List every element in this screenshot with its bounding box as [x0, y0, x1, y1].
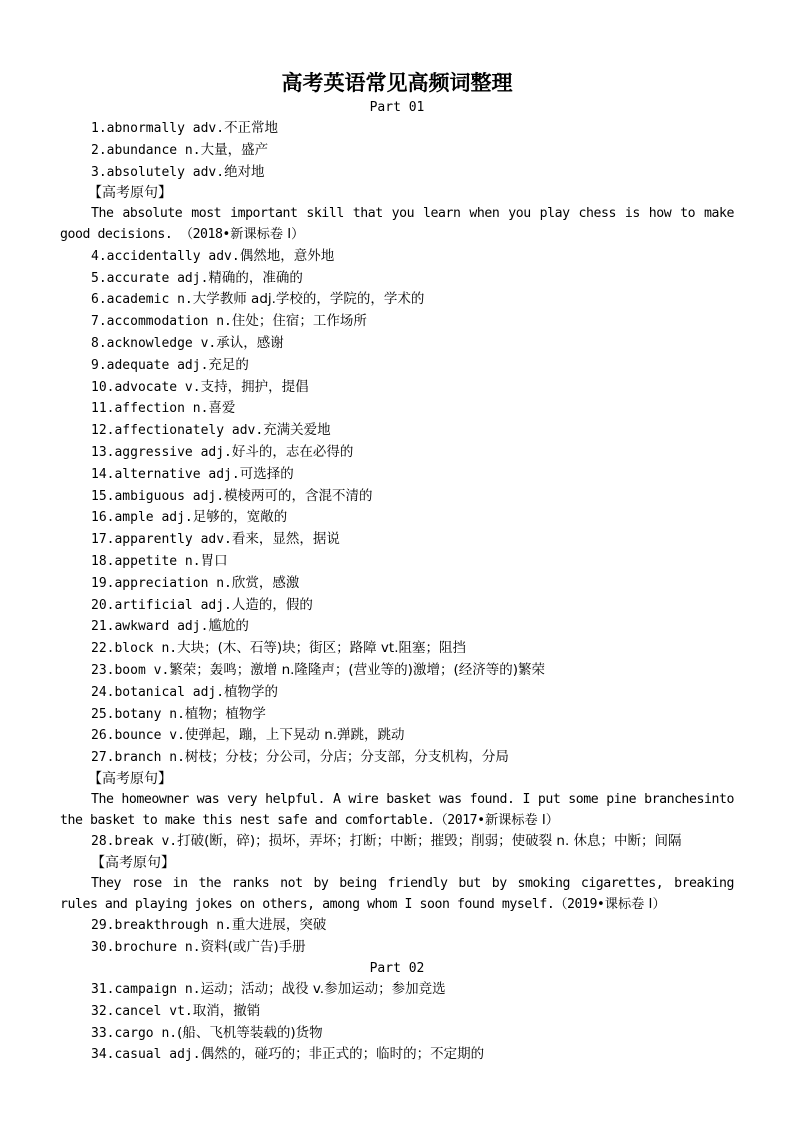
vocab-entry [60, 704, 734, 726]
entry-definition: 充满关爱地 [263, 422, 331, 439]
entry-head: 31.campaign n. [91, 982, 201, 998]
entry-head: 11.affection n. [91, 401, 209, 417]
entry-definition: 运动；活动；战役 v.参加运动；参加竞选 [200, 981, 446, 998]
vocab-entry [60, 377, 734, 399]
entry-head: 3.absolutely adv. [91, 164, 225, 180]
entry-definition: 重大进展，突破 [231, 917, 327, 934]
entry-head: 16.ample adj. [91, 510, 193, 526]
entry-head: 24.botanical adj. [91, 684, 225, 700]
vocab-entry [60, 638, 734, 660]
entry-head: 23.boom v. [91, 662, 170, 678]
entry-head: 18.appetite n. [91, 553, 201, 569]
vocab-entry [60, 246, 734, 268]
entry-definition: 偶然地，意外地 [239, 247, 335, 264]
entry-definition: 可选择的 [239, 465, 294, 482]
entry-definition: 大块；(木、石等)块；街区；路障 vt.阻塞；阻挡 [177, 640, 466, 657]
entry-definition: 树枝；分枝；分公司，分店；分支部，分支机构，分局 [184, 749, 509, 766]
entry-list-b [60, 246, 734, 769]
entry-definition: 尴尬的 [208, 618, 249, 635]
entry-head: 25.botany n. [91, 706, 185, 722]
entry-list-d [60, 979, 734, 1066]
vocab-entry [60, 660, 734, 682]
exam-quote-tag: 【高考原句】 [88, 185, 172, 202]
vocab-entry [60, 333, 734, 355]
entry-definition: 精确的，准确的 [208, 269, 303, 286]
vocab-entry [60, 1001, 734, 1023]
entry-head: 2.abundance n. [91, 142, 201, 158]
part-heading-1: Part 01 [369, 100, 425, 115]
entry-definition: 住处；住宿；工作场所 [231, 313, 367, 330]
vocab-entry [60, 311, 734, 333]
entry-head: 14.alternative adj. [91, 466, 240, 482]
vocab-entry [60, 162, 734, 184]
entry-head: 27.branch n. [91, 750, 185, 766]
vocab-entry [60, 1044, 734, 1066]
vocab-entry [60, 140, 734, 162]
entry-head: 22.block n. [91, 641, 178, 657]
vocab-entry [60, 442, 734, 464]
entry-head: 12.affectionately adv. [91, 423, 264, 439]
vocab-entry [60, 831, 734, 853]
entry-head: 17.apparently adv. [91, 532, 232, 548]
entry-definition: (船、飞机等装载的)货物 [177, 1024, 323, 1041]
vocab-entry [60, 486, 734, 508]
entry-head: 4.accidentally adv. [91, 248, 240, 264]
entry-definition: 承认，感谢 [216, 334, 284, 351]
entry-head: 26.bounce v. [91, 728, 185, 744]
vocab-entry [60, 573, 734, 595]
entry-definition: 欣赏，感激 [231, 574, 300, 591]
entry-definition: 支持，拥护，提倡 [200, 378, 309, 395]
part-heading-2: Part 02 [369, 961, 425, 977]
quote-text: The homeowner was very helpful. A wire basket was found. I put some pine branchesinto the basket to make this nest safe and comfortable.（2017 [60, 791, 734, 828]
entry-definition: 偶然的，碰巧的；非正式的；临时的；不定期的 [200, 1046, 485, 1063]
quote-text: The absolute most important skill that you learn when you play chess is how to make good decisions. （2018 [60, 206, 734, 242]
entry-head: 1.abnormally adv. [91, 121, 225, 136]
entry-definition: 好斗的，志在必得的 [231, 443, 354, 460]
vocab-entry [60, 420, 734, 442]
entry-definition: 人造的，假的 [231, 596, 313, 613]
vocab-entry [60, 118, 734, 140]
quote-source: •新课标卷 I） [222, 226, 305, 242]
entry-definition: 大量，盛产 [200, 141, 269, 158]
entry-head: 10.advocate v. [91, 379, 201, 395]
vocab-entry [60, 937, 734, 959]
vocab-entry [60, 268, 734, 290]
entry-head: 32.cancel vt. [91, 1003, 193, 1019]
vocab-entry [60, 289, 734, 311]
entry-definition: 喜爱 [208, 400, 236, 417]
entry-definition: 植物学的 [224, 683, 279, 700]
entry-head: 15.ambiguous adj. [91, 488, 225, 504]
vocab-entry [60, 682, 734, 704]
entry-definition: 模棱两可的，含混不清的 [224, 487, 373, 504]
vocab-entry [60, 464, 734, 486]
entry-head: 6.academic n. [91, 292, 193, 308]
entry-definition: 胃口 [200, 552, 228, 569]
vocab-entry [60, 725, 734, 747]
entry-head: 13.aggressive adj. [91, 444, 232, 460]
entry-definition: 繁荣；轰鸣；激增 n.隆隆声；(营业等的)激增；(经济等的)繁荣 [169, 661, 545, 678]
entry-list-a [60, 118, 734, 183]
vocab-entry [60, 507, 734, 529]
entry-definition: 绝对地 [224, 163, 265, 180]
vocab-entry [60, 398, 734, 420]
entry-definition: 不正常地 [224, 120, 279, 136]
quote-source: •课标卷 I） [597, 896, 666, 912]
quote-source: •新课标卷 I） [477, 812, 559, 828]
entry-head: 30.brochure n. [91, 940, 201, 956]
vocab-entry [60, 747, 734, 769]
vocab-entry [60, 529, 734, 551]
exam-quote-tag: 【高考原句】 [88, 770, 172, 787]
entry-head: 7.accommodation n. [91, 314, 232, 330]
entry-definition: 足够的，宽敞的 [192, 509, 288, 526]
entry-list-c [60, 915, 734, 959]
vocab-entry [60, 595, 734, 617]
entry-definition: 使弹起，蹦，上下晃动 n.弹跳，跳动 [184, 727, 405, 744]
entry-definition: 资料(或广告)手册 [200, 939, 306, 956]
entry-head: 20.artificial adj. [91, 597, 232, 613]
entry-head: 5.accurate adj. [91, 270, 209, 286]
entry-head: 28.break v. [91, 834, 178, 850]
entry-definition: 打破(断，碎)；损坏，弄坏；打断；中断；摧毁；削弱；使破裂 n. 休息；中断；间隔 [177, 833, 682, 850]
entry-definition: 取消，撤销 [192, 1002, 261, 1019]
document-title: 高考英语常见高频词整理 [281, 71, 513, 95]
entry-head: 19.appreciation n. [91, 575, 232, 591]
vocab-entry [60, 979, 734, 1001]
entry-head: 34.casual adj. [91, 1047, 201, 1063]
vocab-entry [60, 551, 734, 573]
exam-quote-tag: 【高考原句】 [91, 855, 175, 872]
entry-head: 33.cargo n. [91, 1025, 178, 1041]
vocab-entry [60, 616, 734, 638]
quote-text: They rose in the ranks not by being friendly but by smoking cigarettes, breaking rules and playing jokes on others, among whom I soon found myself.（2019 [60, 875, 734, 912]
entry-head: 21.awkward adj. [91, 619, 209, 635]
entry-head: 8.acknowledge v. [91, 335, 217, 351]
vocab-entry [60, 1023, 734, 1045]
document-page [60, 68, 734, 1066]
entry-definition: 看来，显然，据说 [231, 531, 340, 548]
entry-definition: 大学教师 adj.学校的，学院的，学术的 [192, 291, 425, 308]
entry-head: 9.adequate adj. [91, 357, 209, 373]
vocab-entry [60, 915, 734, 937]
exam-quote [60, 874, 734, 916]
exam-quote [60, 790, 734, 832]
entry-head: 29.breakthrough n. [91, 918, 232, 934]
vocab-entry [60, 355, 734, 377]
entry-definition: 充足的 [208, 356, 249, 373]
exam-quote [60, 204, 734, 246]
entry-definition: 植物；植物学 [184, 705, 266, 722]
